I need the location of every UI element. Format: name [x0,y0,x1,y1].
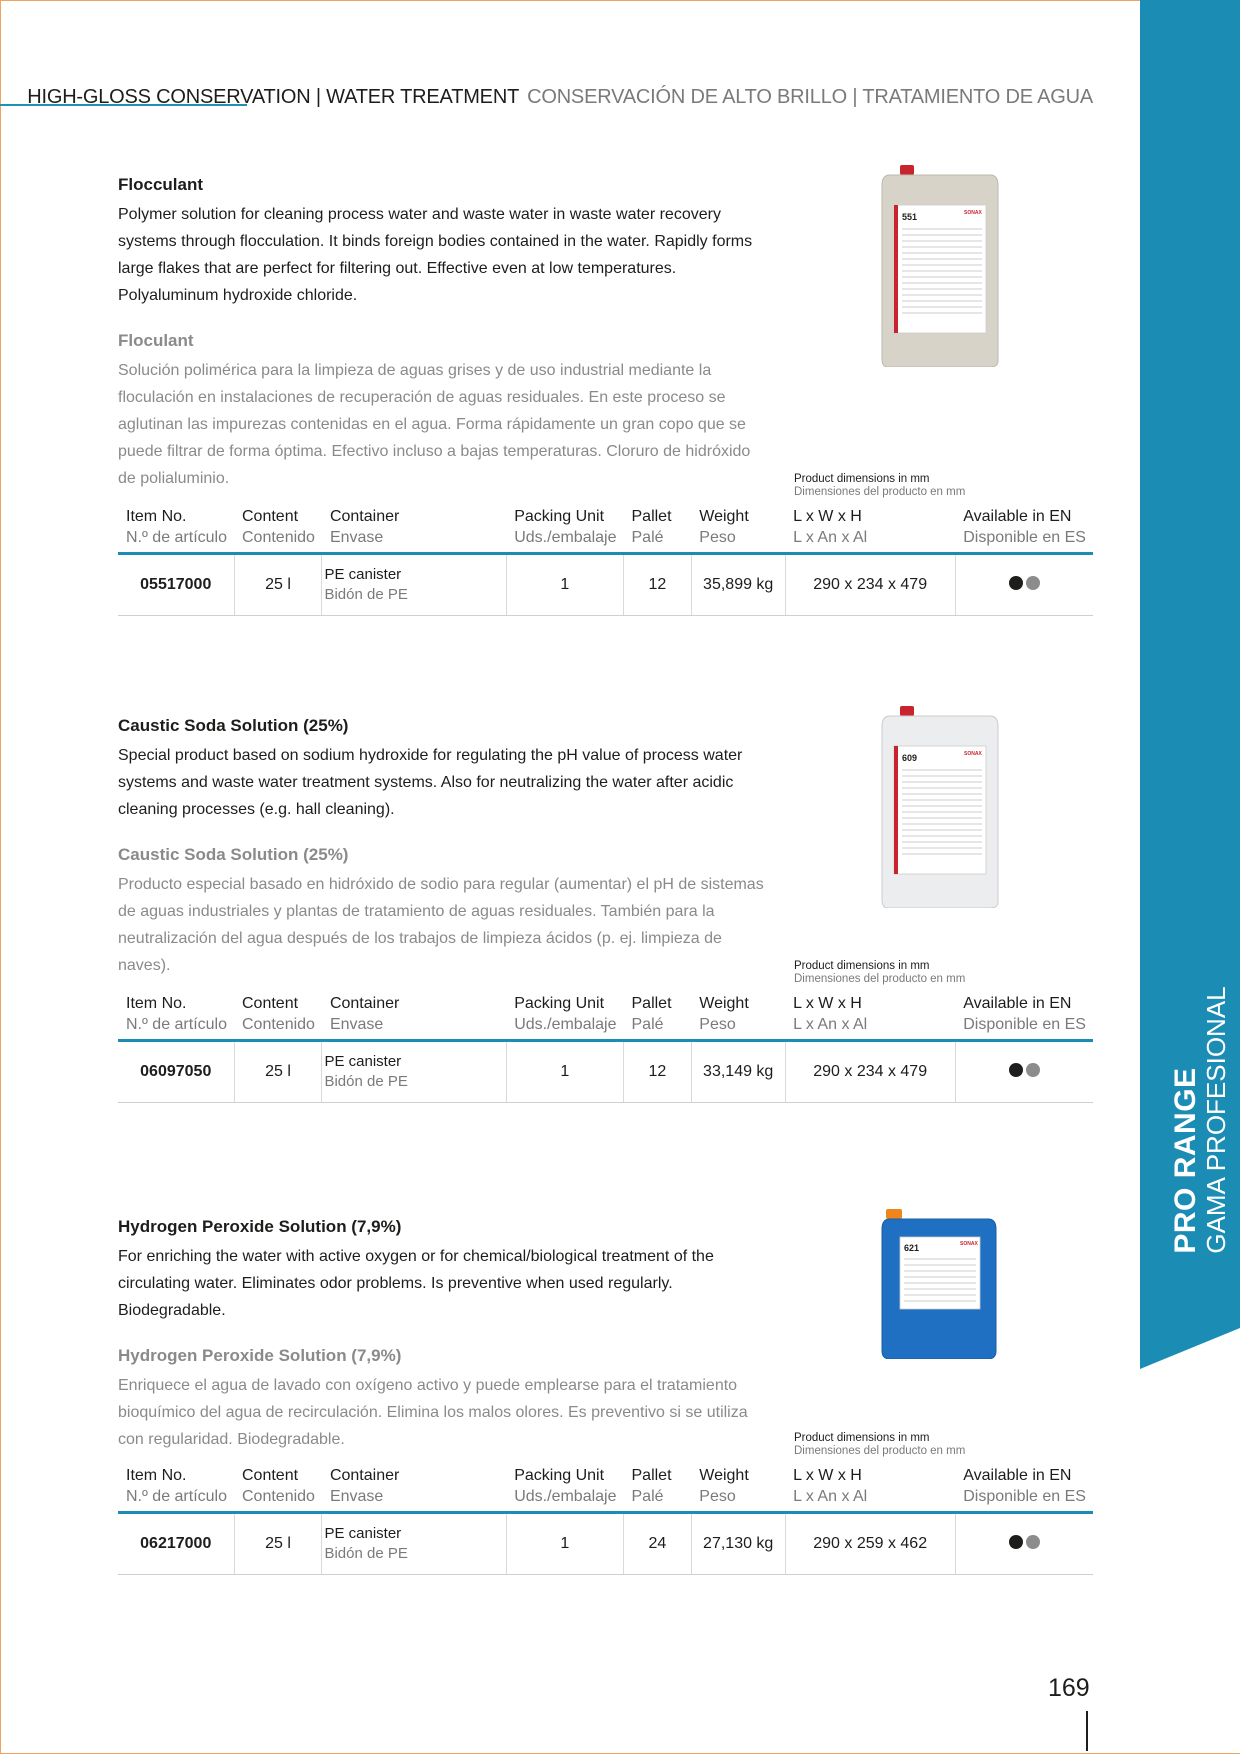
availability-indicator [955,554,1093,616]
header-content: Content Contenido [234,993,322,1041]
container-value: PE canister Bidón de PE [322,554,506,616]
header-item: Item No. N.º de artículo [118,506,234,554]
table-row [118,1513,1093,1575]
canister-label-number: 551 [902,212,918,222]
content-value: 25 l [234,1513,322,1575]
page-number: 169 [1048,1674,1090,1702]
product-title-es: Caustic Soda Solution (25%) [118,845,349,864]
available-en-dot-icon [1009,576,1023,590]
dimensions-value: 290 x 234 x 479 [785,554,955,616]
dimensions-caption [794,473,965,499]
header-packing: Packing Unit Uds./embalaje [506,506,623,554]
header-dimensions: L x W x H L x An x Al [785,993,955,1041]
item-number: 05517000 [118,554,234,616]
product-section [118,175,1093,603]
header-dimensions: L x W x H L x An x Al [785,1465,955,1513]
dimensions-caption-en: Product dimensions in mm [794,1432,930,1444]
header-packing: Packing Unit Uds./embalaje [506,993,623,1041]
canister-label-number: 609 [902,753,918,763]
canister-brand: SONAX [960,1241,978,1247]
header-container: Container Envase [322,1465,506,1513]
header-pallet: Pallet Palé [624,993,692,1041]
dimensions-caption [794,1432,965,1458]
product-description-es: Solución polimérica para la limpieza de aguas grises y de uso industrial mediante la floculación en instalaciones de recuperación de aguas residuales. En este proceso se aglutinan las impurezas contenidas en el agua. Forma rápidamente un gran copo que se puede filtrar de forma óptima. Efectivo incluso a bajas temperaturas. Cloruro de hidróxido de polialuminio. [118,362,751,487]
spec-table-header [118,506,1093,554]
product-title-en: Hydrogen Peroxide Solution (7,9%) [118,1217,402,1236]
spec-table [118,993,1093,1103]
header-content: Content Contenido [234,1465,322,1513]
weight-value: 33,149 kg [691,1041,785,1103]
available-en-dot-icon [1009,1535,1023,1549]
dimensions-caption-en: Product dimensions in mm [794,960,930,972]
content-value: 25 l [234,1041,322,1103]
product-description-es: Enriquece el agua de lavado con oxígeno activo y puede emplearse para el tratamiento bioquímico del agua de recirculación. Elimina los malos olores. Es preventivo si se utiliza con regularidad. Biodegradable. [118,1377,748,1448]
content-value: 25 l [234,554,322,616]
dimensions-caption [794,960,965,986]
available-es-dot-icon [1026,1063,1040,1077]
item-number: 06097050 [118,1041,234,1103]
product-description-en: Special product based on sodium hydroxide for regulating the pH value of process water systems and waste water treatment systems. Also for neutralizing the water after acidic cleaning processes (e.g. hall cleaning). [118,747,743,818]
header-title-en: HIGH-GLOSS CONSERVATION | WATER TREATMENT [27,86,520,108]
product-description-es: Producto especial basado en hidróxido de sodio para regular (aumentar) el pH de sistemas de aguas industriales y plantas de tratamiento de aguas residuales. También para la neutralización del agua después de los trabajos de limpieza ácidos (p. ej. limpieza de naves). [118,876,764,974]
product-section [118,716,1093,1090]
canister-brand: SONAX [964,751,982,757]
table-row [118,1041,1093,1103]
available-en-dot-icon [1009,1063,1023,1077]
header-availability: Available in EN Disponible en ES [955,993,1093,1041]
page-header [27,86,1093,109]
header-content: Content Contenido [234,506,322,554]
product-image-canister [878,165,1002,367]
header-container: Container Envase [322,506,506,554]
product-section [118,1217,1093,1562]
product-title-es: Floculant [118,331,194,350]
dimensions-value: 290 x 259 x 462 [785,1513,955,1575]
item-number: 06217000 [118,1513,234,1575]
header-dimensions: L x W x H L x An x Al [785,506,955,554]
header-pallet: Pallet Palé [624,506,692,554]
spec-table-header [118,1465,1093,1513]
canister-icon [878,1209,1002,1359]
available-es-dot-icon [1026,576,1040,590]
header-pallet: Pallet Palé [624,1465,692,1513]
product-image-canister [878,706,1002,908]
pallet-value: 24 [624,1513,692,1575]
packing-unit-value: 1 [506,554,623,616]
packing-unit-value: 1 [506,1041,623,1103]
product-description-en: Polymer solution for cleaning process water and waste water in waste water recovery systems through flocculation. It binds foreign bodies contained in the water. Rapidly forms large flakes that are perfect for filtering out. Effective even at low temperatures. Polyaluminum hydroxide chloride. [118,206,753,304]
header-weight: Weight Peso [691,506,785,554]
pallet-value: 12 [624,1041,692,1103]
dimensions-caption-es: Dimensiones del producto en mm [794,1445,966,1457]
side-tab-label [1171,986,1229,1253]
canister-brand: SONAX [964,210,982,216]
dimensions-caption-es: Dimensiones del producto en mm [794,486,966,498]
header-availability: Available in EN Disponible en ES [955,1465,1093,1513]
dimensions-caption-es: Dimensiones del producto en mm [794,973,966,985]
spec-table-header [118,993,1093,1041]
container-value: PE canister Bidón de PE [322,1041,506,1103]
header-title-es: CONSERVACIÓN DE ALTO BRILLO | TRATAMIENTO DE AGUA [527,86,1093,108]
header-item: Item No. N.º de artículo [118,1465,234,1513]
availability-indicator [955,1041,1093,1103]
canister-icon [878,165,1002,367]
canister-icon [878,706,1002,908]
spec-table [118,1465,1093,1575]
product-image-canister [878,1209,1002,1359]
packing-unit-value: 1 [506,1513,623,1575]
availability-indicator [955,1513,1093,1575]
side-tab-line1: PRO RANGE [1169,1067,1202,1254]
dimensions-caption-en: Product dimensions in mm [794,473,930,485]
page-number-tick [1086,1711,1088,1751]
side-tab-line2: GAMA PROFESIONAL [1201,986,1231,1254]
header-weight: Weight Peso [691,1465,785,1513]
table-row [118,554,1093,616]
pallet-value: 12 [624,554,692,616]
available-es-dot-icon [1026,1535,1040,1549]
spec-table [118,506,1093,616]
header-container: Container Envase [322,993,506,1041]
product-description-en: For enriching the water with active oxygen or for chemical/biological treatment of the circulating water. Eliminates odor problems. Is preventive when used regularly. Biodegradable. [118,1248,714,1319]
weight-value: 27,130 kg [691,1513,785,1575]
header-weight: Weight Peso [691,993,785,1041]
weight-value: 35,899 kg [691,554,785,616]
header-availability: Available in EN Disponible en ES [955,506,1093,554]
product-title-es: Hydrogen Peroxide Solution (7,9%) [118,1346,402,1365]
container-value: PE canister Bidón de PE [322,1513,506,1575]
header-item: Item No. N.º de artículo [118,993,234,1041]
product-title-en: Flocculant [118,175,204,194]
canister-label-number: 621 [904,1243,920,1253]
dimensions-value: 290 x 234 x 479 [785,1041,955,1103]
product-title-en: Caustic Soda Solution (25%) [118,716,349,735]
header-packing: Packing Unit Uds./embalaje [506,1465,623,1513]
